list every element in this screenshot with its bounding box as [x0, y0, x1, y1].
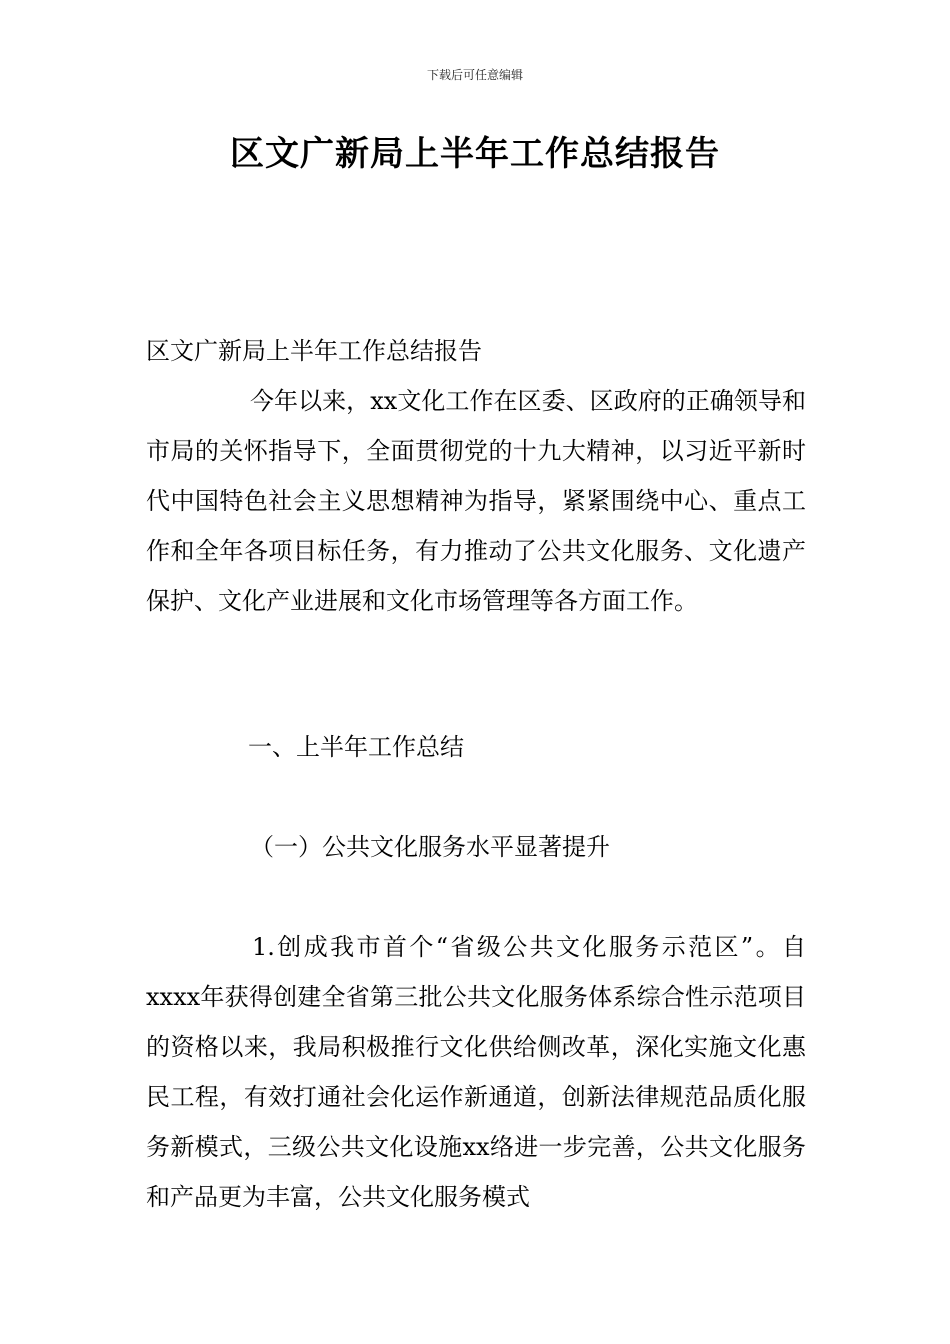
download-edit-note: 下载后可任意编辑: [426, 68, 523, 82]
intro-paragraph: 今年以来，xx文化工作在区委、区政府的正确领导和市局的关怀指导下，全面贯彻党的十九大精神，以习近平新时代中国特色社会主义思想精神为指导，紧紧围绕中心、重点工作和全年各项目标任务，有力推动了公共文化服务、文化遗产保护、文化产业进展和文化市场管理等各方面工作。: [146, 387, 806, 615]
document-subtitle: 区文广新局上半年工作总结报告: [146, 337, 482, 365]
item-paragraph: 1.创成我市首个“省级公共文化服务示范区”。自xxxx年获得创建全省第三批公共文化服务体系综合性示范项目的资格以来，我局积极推行文化供给侧改革，深化实施文化惠民工程，有效打通社会化运作新通道，创新法律规范品质化服务新模式，三级公共文化设施xx络进一步完善，公共文化服务和产品更为丰富，公共文化服务模式: [146, 933, 806, 1211]
section-heading: 一、上半年工作总结: [248, 733, 464, 761]
subsection-heading: （一）公共文化服务水平显著提升: [250, 833, 610, 861]
document-title: 区文广新局上半年工作总结报告: [230, 134, 720, 174]
